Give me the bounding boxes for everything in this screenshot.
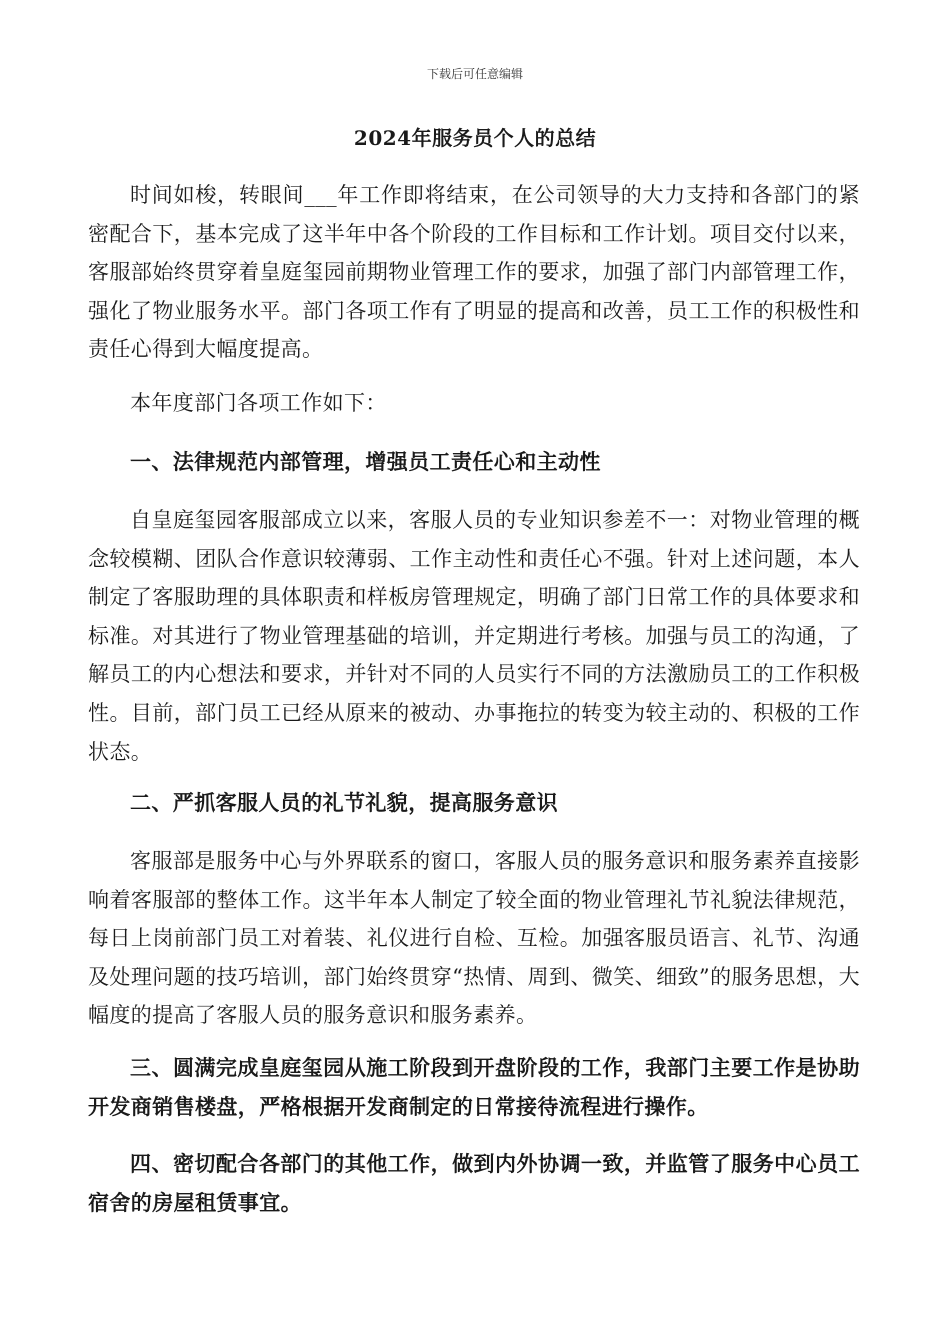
overview-paragraph: 本年度部门各项工作如下： — [130, 391, 387, 415]
intro-paragraph: 时间如梭，转眼间___年工作即将结束，在公司领导的大力支持和各部门的紧密配合下，基本完成了这半年中各个阶段的工作目标和工作计划。项目交付以来，客服部始终贯穿着皇庭玺园前期物业管理工作的要求，加强了部门内部管理工作，强化了物业服务水平。部门各项工作有了明显的提高和改善，员工工作的积极性和责任心得到大幅度提高。 — [88, 183, 860, 362]
section-heading-2: 二、严抓客服人员的礼节礼貌，提高服务意识 — [130, 790, 558, 815]
section-paragraph-3: 三、圆满完成皇庭玺园从施工阶段到开盘阶段的工作，我部门主要工作是协助开发商销售楼盘，严格根据开发商制定的日常接待流程进行操作。 — [88, 1055, 860, 1119]
header-note: 下载后可任意编辑 — [426, 67, 523, 81]
section-paragraph-2: 客服部是服务中心与外界联系的窗口，客服人员的服务意识和服务素养直接影响着客服部的整体工作。这半年本人制定了较全面的物业管理礼节礼貌法律规范，每日上岗前部门员工对着装、礼仪进行自检、互检。加强客服员语言、礼节、沟通及处理问题的技巧培训，部门始终贯穿“热情、周到、微笑、细致”的服务思想，大幅度的提高了客服人员的服务意识和服务素养。 — [88, 849, 860, 1028]
section-heading-1: 一、法律规范内部管理，增强员工责任心和主动性 — [130, 449, 601, 474]
section-paragraph-4: 四、密切配合各部门的其他工作，做到内外协调一致，并监管了服务中心员工宿舍的房屋租赁事宜。 — [88, 1151, 860, 1215]
section-paragraph-1: 自皇庭玺园客服部成立以来，客服人员的专业知识参差不一：对物业管理的概念较模糊、团队合作意识较薄弱、工作主动性和责任心不强。针对上述问题，本人制定了客服助理的具体职责和样板房管理规定，明确了部门日常工作的具体要求和标准。对其进行了物业管理基础的培训，并定期进行考核。加强与员工的沟通，了解员工的内心想法和要求，并针对不同的人员实行不同的方法激励员工的工作积极性。目前，部门员工已经从原来的被动、办事拖拉的转变为较主动的、积极的工作状态。 — [88, 508, 860, 764]
document-title: 2024年服务员个人的总结 — [353, 126, 597, 150]
